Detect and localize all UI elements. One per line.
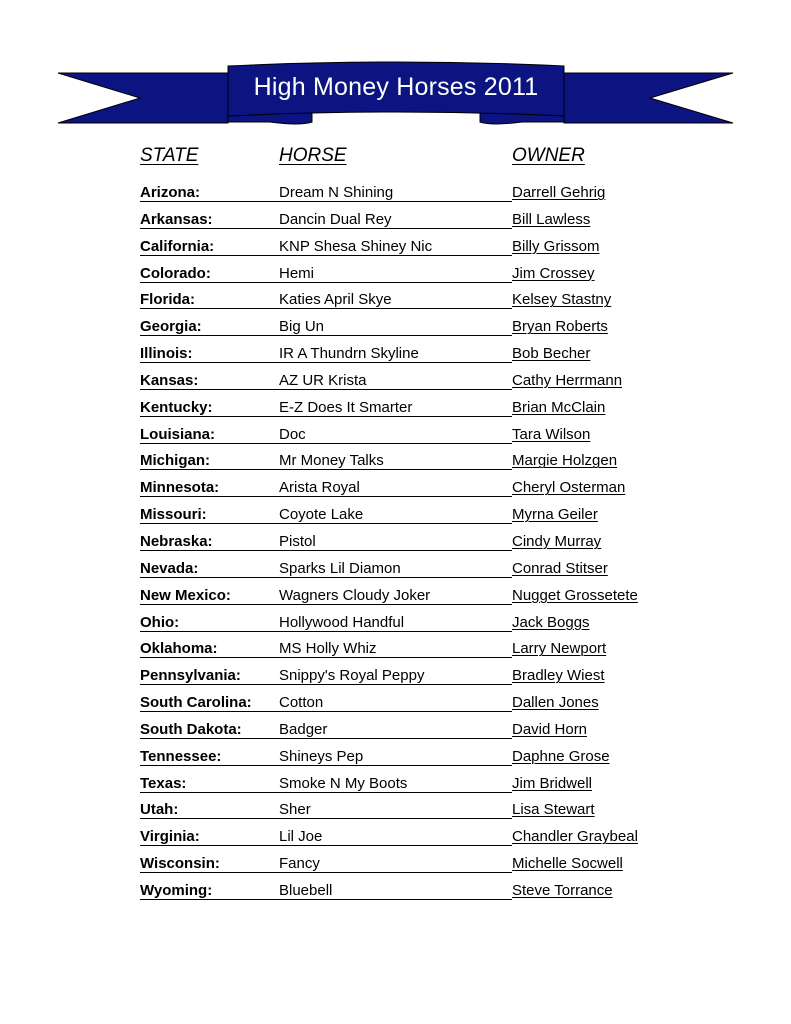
state-cell: Arizona:: [140, 184, 200, 201]
ribbon-left-tail: [58, 73, 228, 123]
table-row: [0, 666, 791, 693]
horse-cell: Fancy: [279, 855, 320, 873]
horse-cell: Mr Money Talks: [279, 452, 384, 470]
owner-cell: Billy Grissom: [512, 237, 600, 255]
state-cell: Virginia:: [140, 828, 200, 846]
owner-cell: Daphne Grose: [512, 747, 610, 765]
table-row: [0, 532, 791, 559]
state-cell: New Mexico:: [140, 586, 231, 604]
state-cell: Illinois:: [140, 345, 193, 363]
horse-cell: Bluebell: [279, 881, 333, 899]
column-header-owner: OWNER: [512, 145, 585, 166]
state-cell: Missouri:: [140, 506, 207, 524]
state-cell: Nevada:: [140, 559, 199, 577]
state-cell: Colorado:: [140, 264, 211, 282]
horse-cell: Katies April Skye: [279, 291, 392, 309]
owner-cell: Bill Lawless: [512, 210, 591, 228]
table-row: [0, 183, 791, 210]
owner-cell: Darrell Gehrig: [512, 184, 606, 201]
owner-cell: Cheryl Osterman: [512, 479, 626, 497]
state-cell: Tennessee:: [140, 747, 222, 765]
owner-cell: Jack Boggs: [512, 613, 590, 631]
owner-cell: Myrna Geiler: [512, 506, 598, 524]
horse-cell: Smoke N My Boots: [279, 774, 408, 792]
title-banner: [0, 0, 791, 140]
column-header-horse: HORSE: [279, 145, 347, 166]
owner-cell: Bryan Roberts: [512, 318, 608, 336]
owner-cell: Nugget Grossetete: [512, 586, 638, 604]
horse-cell: Wagners Cloudy Joker: [279, 586, 431, 604]
state-cell: Florida:: [140, 291, 195, 309]
state-cell: Pennsylvania:: [140, 667, 241, 685]
table-row: [0, 478, 791, 505]
owner-cell: Conrad Stitser: [512, 559, 608, 577]
horse-cell: KNP Shesa Shiney Nic: [279, 237, 433, 255]
owner-cell: David Horn: [512, 720, 588, 738]
horse-cell: Hollywood Handful: [279, 613, 405, 631]
table-row: [0, 639, 791, 666]
owner-cell: Jim Crossey: [512, 264, 595, 282]
horse-cell: Cotton: [279, 694, 324, 712]
horse-cell: Coyote Lake: [279, 506, 364, 524]
horse-cell: AZ UR Krista: [279, 371, 367, 389]
table-row: [0, 344, 791, 371]
table-row: [0, 586, 791, 613]
table-row: [0, 827, 791, 854]
owner-cell: Chandler Graybeal: [512, 828, 638, 846]
horse-cell: Snippy's Royal Peppy: [279, 667, 425, 685]
horse-cell: Pistol: [279, 532, 316, 550]
table-row: [0, 264, 791, 291]
state-cell: Texas:: [140, 774, 187, 792]
horse-cell: Hemi: [279, 264, 315, 282]
horse-cell: Dream N Shining: [279, 184, 394, 201]
state-cell: Wisconsin:: [140, 855, 220, 873]
state-cell: Wyoming:: [140, 881, 213, 899]
table-row: [0, 881, 791, 908]
state-cell: Utah:: [140, 801, 179, 819]
table-row: [0, 398, 791, 425]
horse-cell: E-Z Does It Smarter: [279, 398, 413, 416]
state-cell: Georgia:: [140, 318, 202, 336]
page-title: High Money Horses 2011: [253, 73, 539, 101]
owner-cell: Margie Holzgen: [512, 452, 618, 470]
owner-cell: Cathy Herrmann: [512, 371, 623, 389]
horse-cell: MS Holly Whiz: [279, 640, 377, 658]
owner-cell: Steve Torrance: [512, 881, 613, 899]
ribbon-right-tail: [564, 73, 733, 123]
owner-cell: Michelle Socwell: [512, 855, 623, 873]
table-row: [0, 210, 791, 237]
horse-cell: Dancin Dual Rey: [279, 210, 392, 228]
horse-cell: Shineys Pep: [279, 747, 364, 765]
horse-cell: IR A Thundrn Skyline: [279, 345, 419, 363]
state-cell: Kansas:: [140, 371, 199, 389]
owner-cell: Jim Bridwell: [512, 774, 593, 792]
owner-cell: Bradley Wiest: [512, 667, 605, 685]
underline: [279, 443, 512, 444]
table-row: [0, 559, 791, 586]
table-row: [0, 237, 791, 264]
owner-cell: Tara Wilson: [512, 425, 591, 443]
owner-cell: Cindy Murray: [512, 532, 602, 550]
state-cell: Michigan:: [140, 452, 210, 470]
horse-cell: Arista Royal: [279, 479, 360, 497]
underline: [279, 818, 512, 819]
column-header-state: STATE: [140, 145, 199, 166]
horse-cell: Badger: [279, 720, 328, 738]
table-row: [0, 425, 791, 452]
table-row: [0, 854, 791, 881]
state-cell: Arkansas:: [140, 210, 213, 228]
table-row: [0, 693, 791, 720]
table-row: [0, 774, 791, 801]
horse-cell: Big Un: [279, 318, 325, 336]
state-cell: South Dakota:: [140, 720, 242, 738]
state-cell: Louisiana:: [140, 425, 216, 443]
horse-cell: Sher: [279, 801, 311, 819]
state-cell: South Carolina:: [140, 694, 252, 712]
owner-cell: Larry Newport: [512, 640, 607, 658]
owner-cell: Brian McClain: [512, 398, 606, 416]
table-row: [0, 505, 791, 532]
table-row: [0, 720, 791, 747]
state-cell: Kentucky:: [140, 398, 213, 416]
table-row: [0, 290, 791, 317]
table-row: [0, 371, 791, 398]
state-cell: California:: [140, 237, 215, 255]
owner-cell: Bob Becher: [512, 345, 591, 363]
horse-list: [0, 183, 791, 908]
state-cell: Ohio:: [140, 613, 180, 631]
state-cell: Nebraska:: [140, 532, 213, 550]
table-row: [0, 613, 791, 640]
horse-cell: Doc: [279, 425, 306, 443]
horse-cell: Sparks Lil Diamon: [279, 559, 401, 577]
state-cell: Oklahoma:: [140, 640, 218, 658]
table-row: [0, 317, 791, 344]
owner-cell: Lisa Stewart: [512, 801, 595, 819]
table-row: [0, 451, 791, 478]
table-row: [0, 800, 791, 827]
horse-cell: Lil Joe: [279, 828, 323, 846]
state-cell: Minnesota:: [140, 479, 220, 497]
owner-cell: Dallen Jones: [512, 694, 599, 712]
owner-cell: Kelsey Stastny: [512, 291, 612, 309]
table-row: [0, 747, 791, 774]
